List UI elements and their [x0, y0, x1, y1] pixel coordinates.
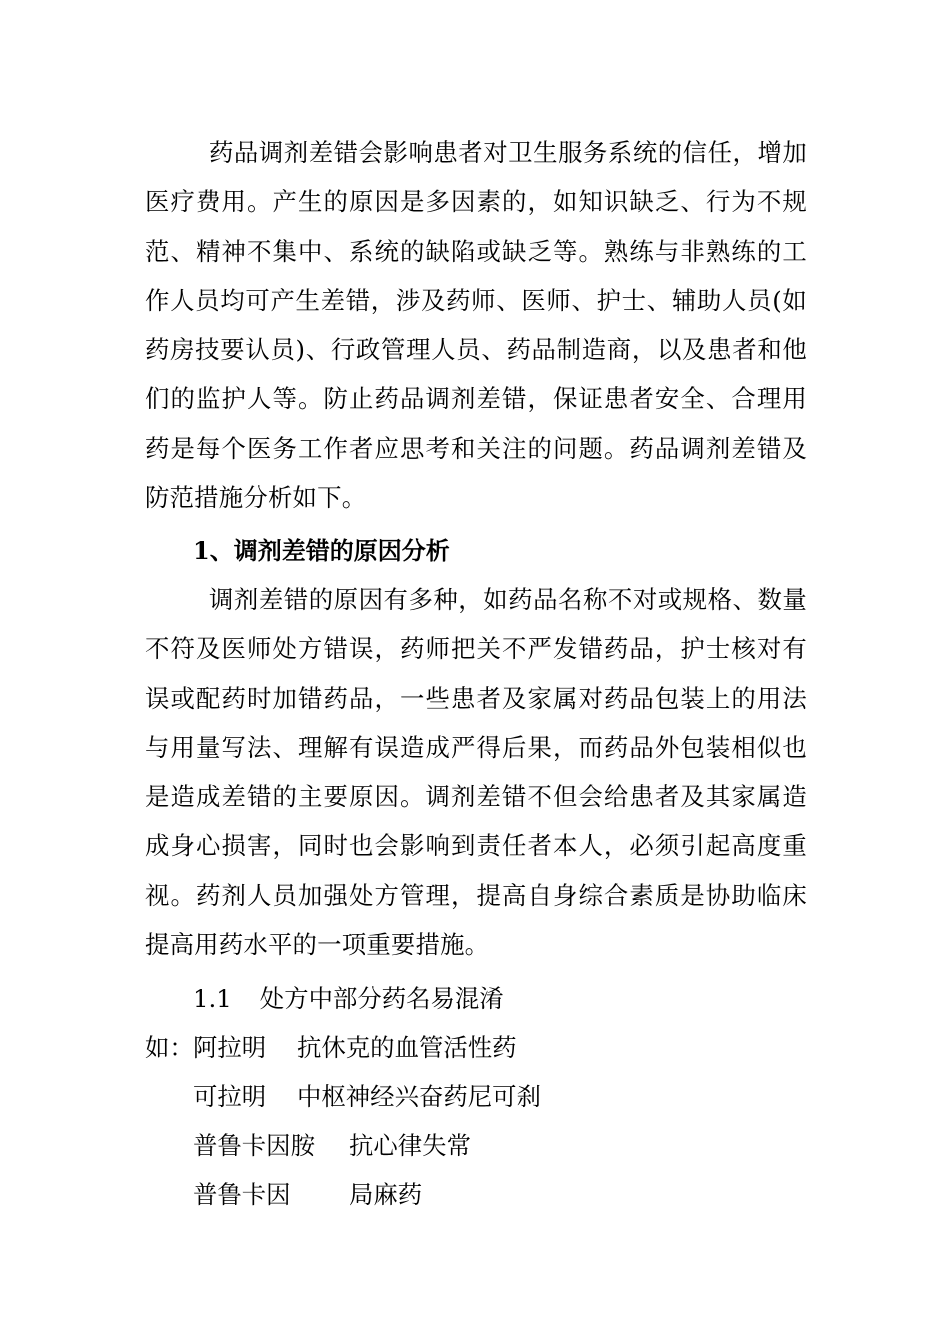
subsection-heading — [193, 974, 504, 1023]
example-line — [145, 1023, 517, 1072]
example-line — [193, 1170, 422, 1219]
example-line — [193, 1072, 541, 1121]
drug-description: 抗休克的血管活性药 — [297, 1033, 517, 1062]
drug-name: 可拉明 — [193, 1082, 267, 1111]
drug-name: 普鲁卡因胺 — [193, 1131, 315, 1160]
section-heading: 1、调剂差错的原因分析 — [193, 536, 450, 565]
drug-name: 普鲁卡因 — [193, 1180, 291, 1209]
drug-description: 抗心律失常 — [349, 1131, 471, 1160]
subsection-title: 处方中部分药名易混淆 — [259, 984, 504, 1013]
intro-paragraph: 药品调剂差错会影响患者对卫生服务系统的信任，增加医疗费用。产生的原因是多因素的，如知识缺乏、行为不规范、精神不集中、系统的缺陷或缺乏等。熟练与非熟练的工作人员均可产生差错，涉及药师、医师、护士、辅助人员(如药房技要认员)、行政管理人员、药品制造商，以及患者和他们的监护人等。防止药品调剂差错，保证患者安全、合理用药是每个医务工作者应思考和关注的问题。药品调剂差错及防范措施分析如下。 — [145, 138, 807, 513]
drug-description: 中枢神经兴奋药尼可刹 — [297, 1082, 541, 1111]
drug-description: 局麻药 — [349, 1180, 423, 1209]
subsection-number: 1.1 — [193, 984, 232, 1013]
examples-prefix: 如： — [145, 1033, 194, 1062]
causes-paragraph: 调剂差错的原因有多种，如药品名称不对或规格、数量不符及医师处方错误，药师把关不严发错药品，护士核对有误或配药时加错药品，一些患者及家属对药品包装上的用法与用量写法、理解有误造成严得后果，而药品外包装相似也是造成差错的主要原因。调剂差错不但会给患者及其家属造成身心损害，同时也会影响到责任者本人，必须引起高度重视。药剂人员加强处方管理，提高自身综合素质是协助临床提高用药水平的一项重要措施。 — [145, 585, 807, 960]
drug-name: 阿拉明 — [193, 1033, 267, 1062]
example-line — [193, 1121, 471, 1170]
